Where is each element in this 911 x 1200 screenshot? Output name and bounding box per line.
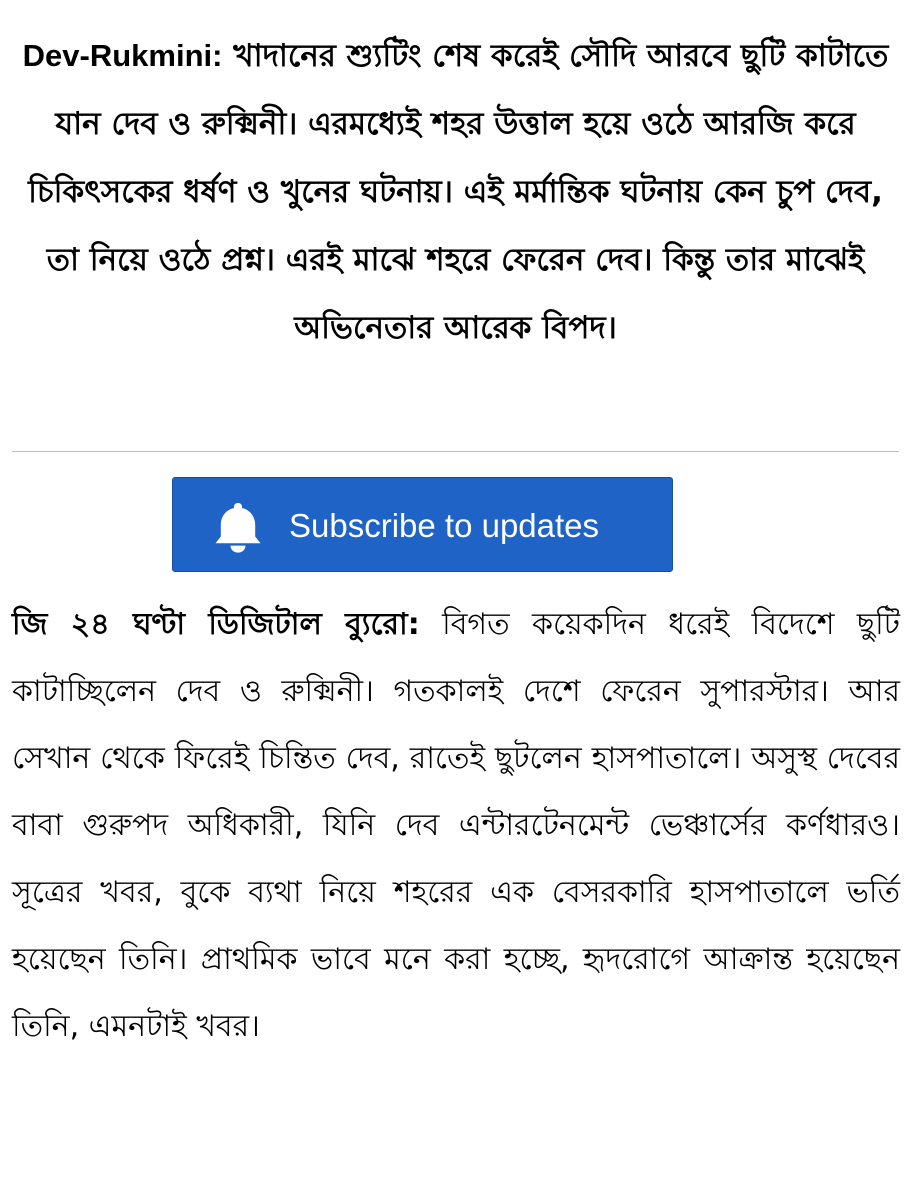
bell-icon (210, 498, 266, 554)
article-text: বিগত কয়েকদিন ধরেই বিদেশে ছুটি কাটাচ্ছিলেন দেব ও রুক্মিনী। গতকালই দেশে ফেরেন সুপারস্টার। আর সেখান থেকে ফিরেই চিন্তিত দেব, রাতেই ছুটলেন হাসপাতালে। অসুস্থ দেবের বাবা গুরুপদ অধিকারী, যিনি দেব এন্টারটেনমেন্ট ভেঞ্চার্সের কর্ণধারও। সূত্রের খবর, বুকে ব্যথা নিয়ে শহরের এক বেসরকারি হাসপাতালে ভর্তি হয়েছেন তিনি। প্রাথমিক ভাবে মনে করা হচ্ছে, হৃদরোগে আক্রান্ত হয়েছেন তিনি, এমনটাই খবর। (12, 607, 900, 1044)
summary-text: খাদানের শ্যুটিং শেষ করেই সৌদি আরবে ছুটি কাটাতে যান দেব ও রুক্মিনী। এরমধ্যেই শহর উত্তাল হয়ে ওঠে আরজি করে চিকিৎসকের ধর্ষণ ও খুনের ঘটনায়। এই মর্মান্তিক ঘটনায় কেন চুপ দেব, তা নিয়ে ওঠে প্রশ্ন। এরই মাঝে শহরে ফেরেন দেব। কিন্তু তার মাঝেই অভিনেতার আরেক বিপদ। (28, 38, 889, 346)
subscribe-button[interactable] (172, 477, 673, 572)
subscribe-button-label: Subscribe to updates (289, 507, 600, 544)
article-body (12, 591, 900, 1060)
article-summary (14, 22, 897, 362)
article-dateline: জি ২৪ ঘণ্টা ডিজিটাল ব্যুরো: (12, 607, 420, 642)
summary-lead: Dev-Rukmini: (22, 38, 223, 73)
divider (12, 451, 899, 452)
